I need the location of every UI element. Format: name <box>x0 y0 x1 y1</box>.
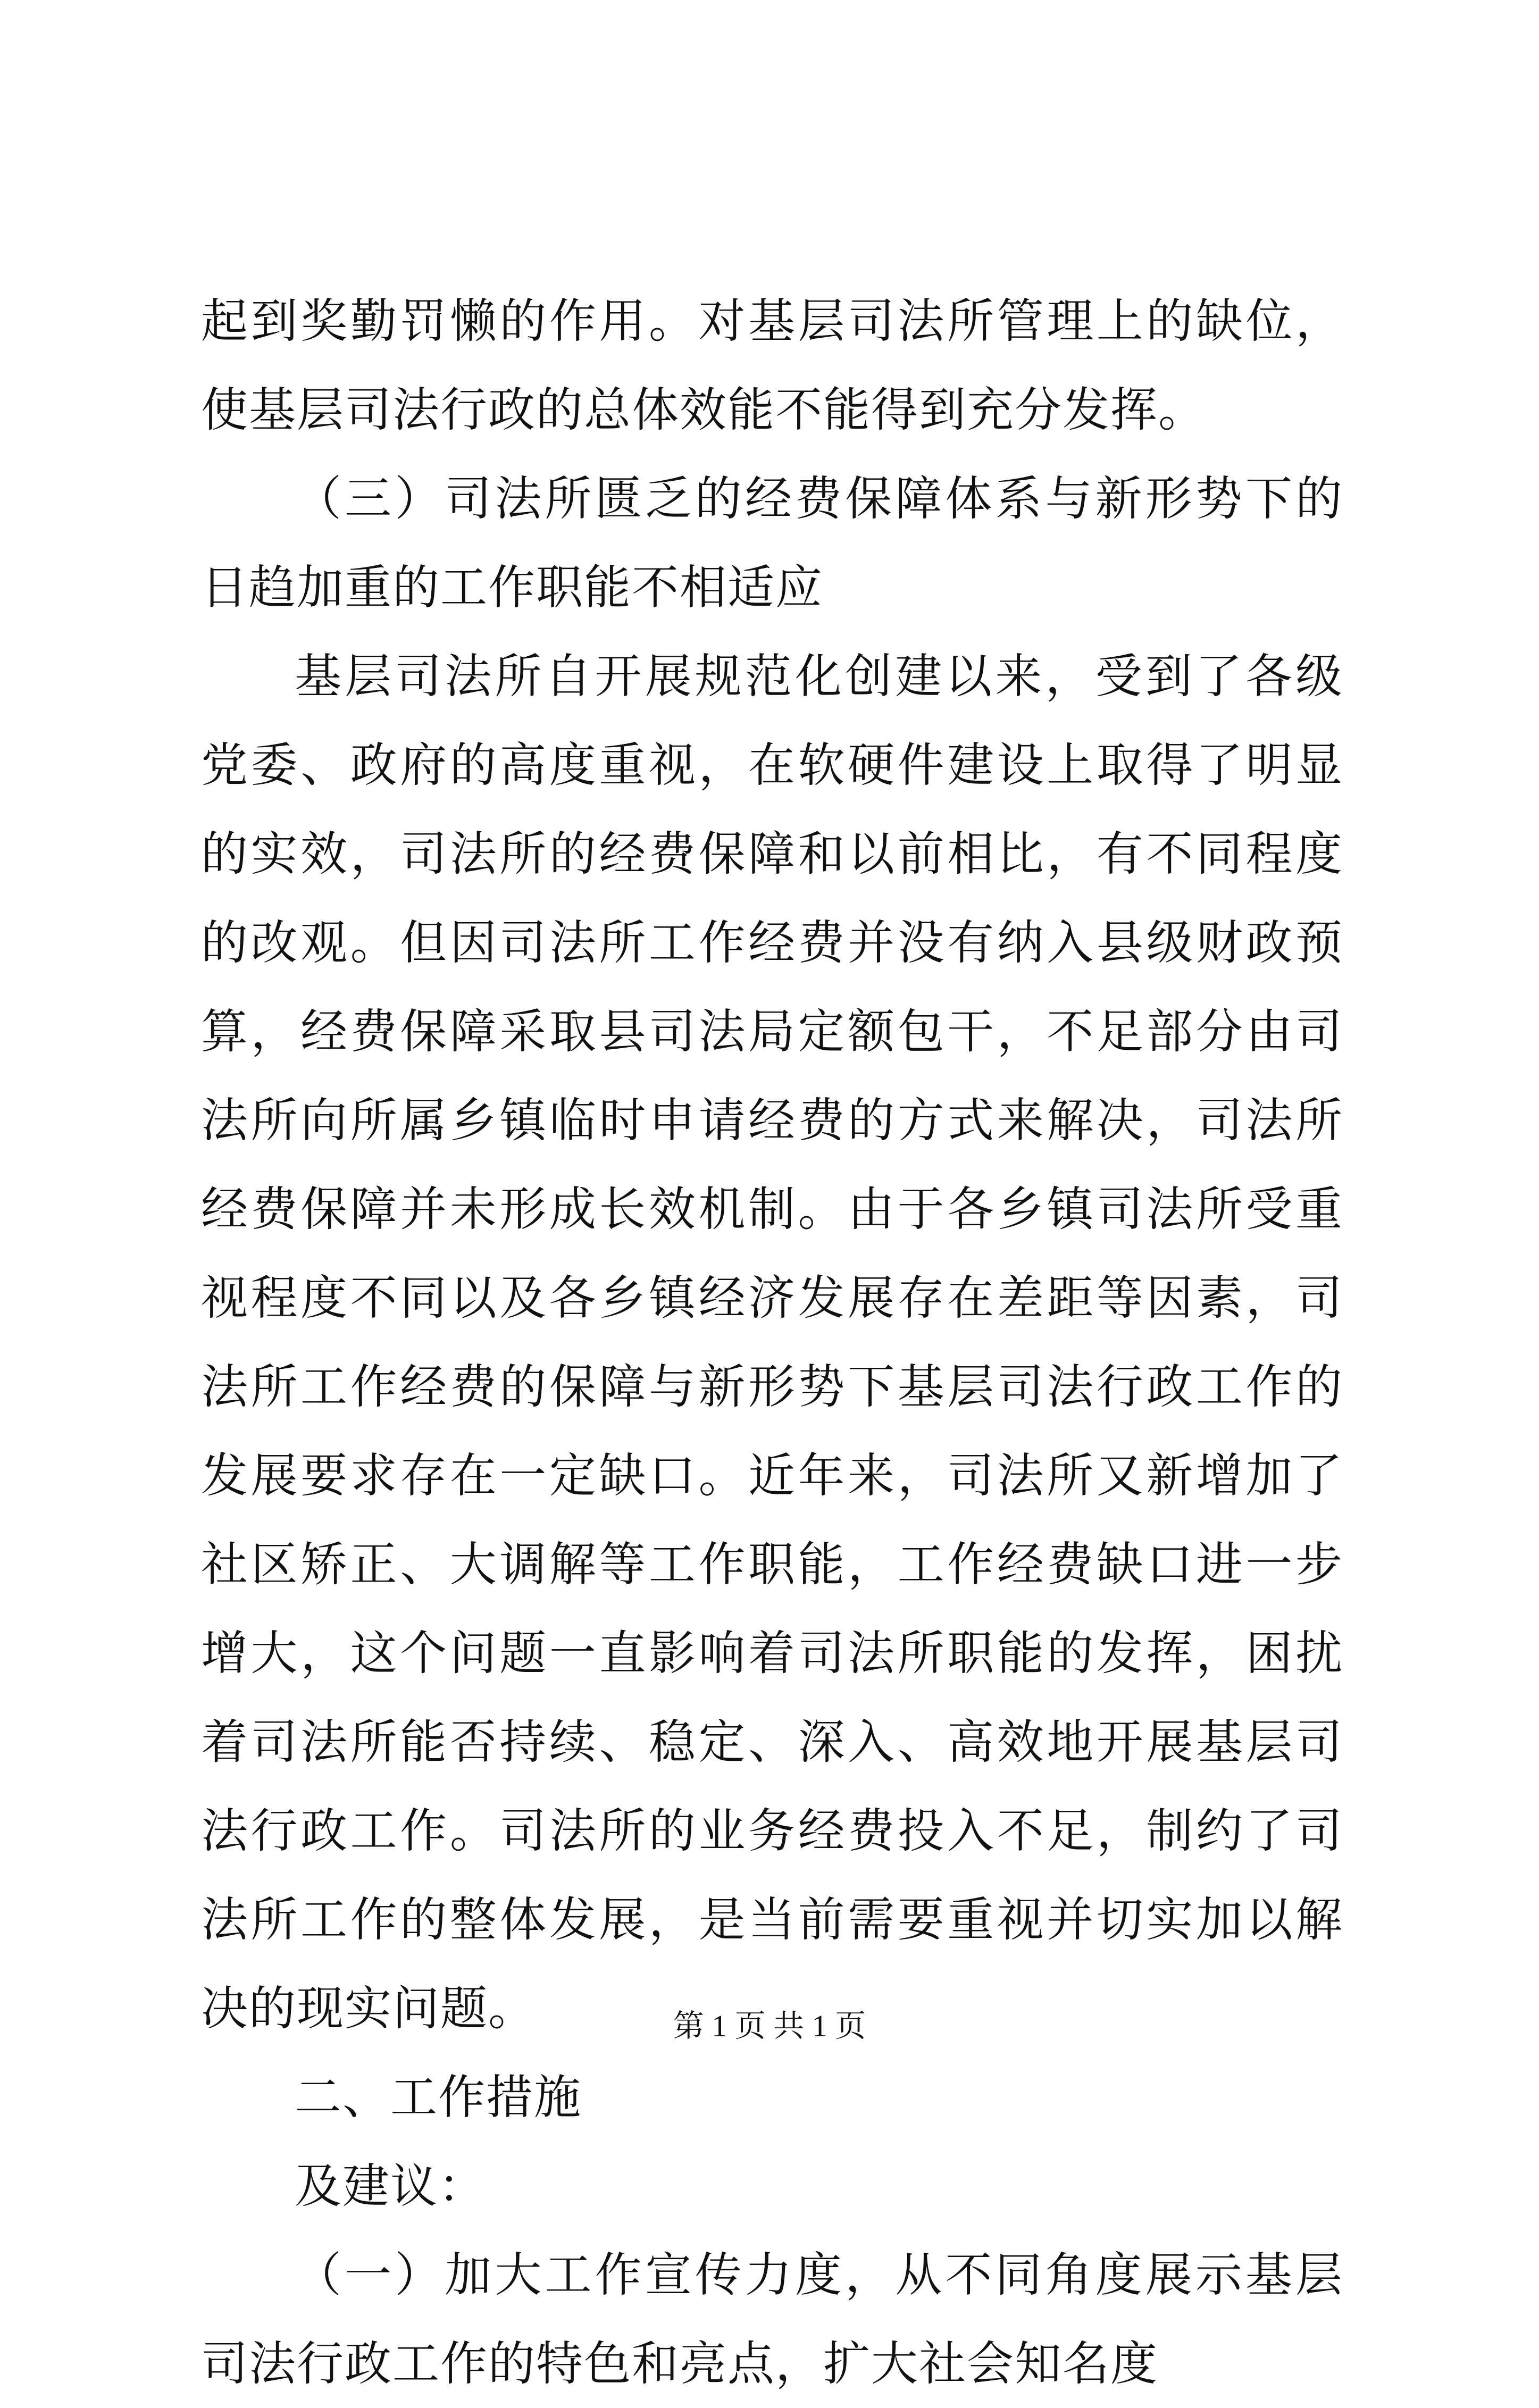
paragraph-funding: 基层司法所自开展规范化创建以来，受到了各级党委、政府的高度重视，在软硬件建设上取得了明显的实效，司法所的经费保障和以前相比，有不同程度的改观。但因司法所工作经费并没有纳入县级财政预算，经费保障采取县司法局定额包干，不足部分由司法所向所属乡镇临时申请经费的方式来解决，司法所经费保障并未形成长效机制。由于各乡镇司法所受重视程度不同以及各乡镇经济发展存在差距等因素，司法所工作经费的保障与新形势下基层司法行政工作的发展要求存在一定缺口。近年来，司法所又新增加了社区矫正、大调解等工作职能，工作经费缺口进一步增大，这个问题一直影响着司法所职能的发挥，困扰着司法所能否持续、稳定、深入、高效地开展基层司法行政工作。司法所的业务经费投入不足，制约了司法所工作的整体发展，是当前需要重视并切实加以解决的现实问题。 <box>201 649 1343 2036</box>
document-body <box>201 277 1343 2408</box>
section-heading-2: 二、工作措施 <box>295 2070 582 2125</box>
page-footer: 第 1 页 共 1 页 <box>673 2009 866 2043</box>
section-heading-3: （三）司法所匮乏的经费保障体系与新形势下的日趋加重的工作职能不相适应 <box>201 471 1343 615</box>
section-heading-1: （一）加大工作宣传力度，从不同角度展示基层司法行政工作的特色和亮点，扩大社会知名度 <box>201 2247 1343 2391</box>
paragraph-suggestions: 及建议： <box>295 2159 487 2213</box>
paragraph-continuation: 起到奖勤罚懒的作用。对基层司法所管理上的缺位，使基层司法行政的总体效能不能得到充分发挥。 <box>201 294 1343 437</box>
